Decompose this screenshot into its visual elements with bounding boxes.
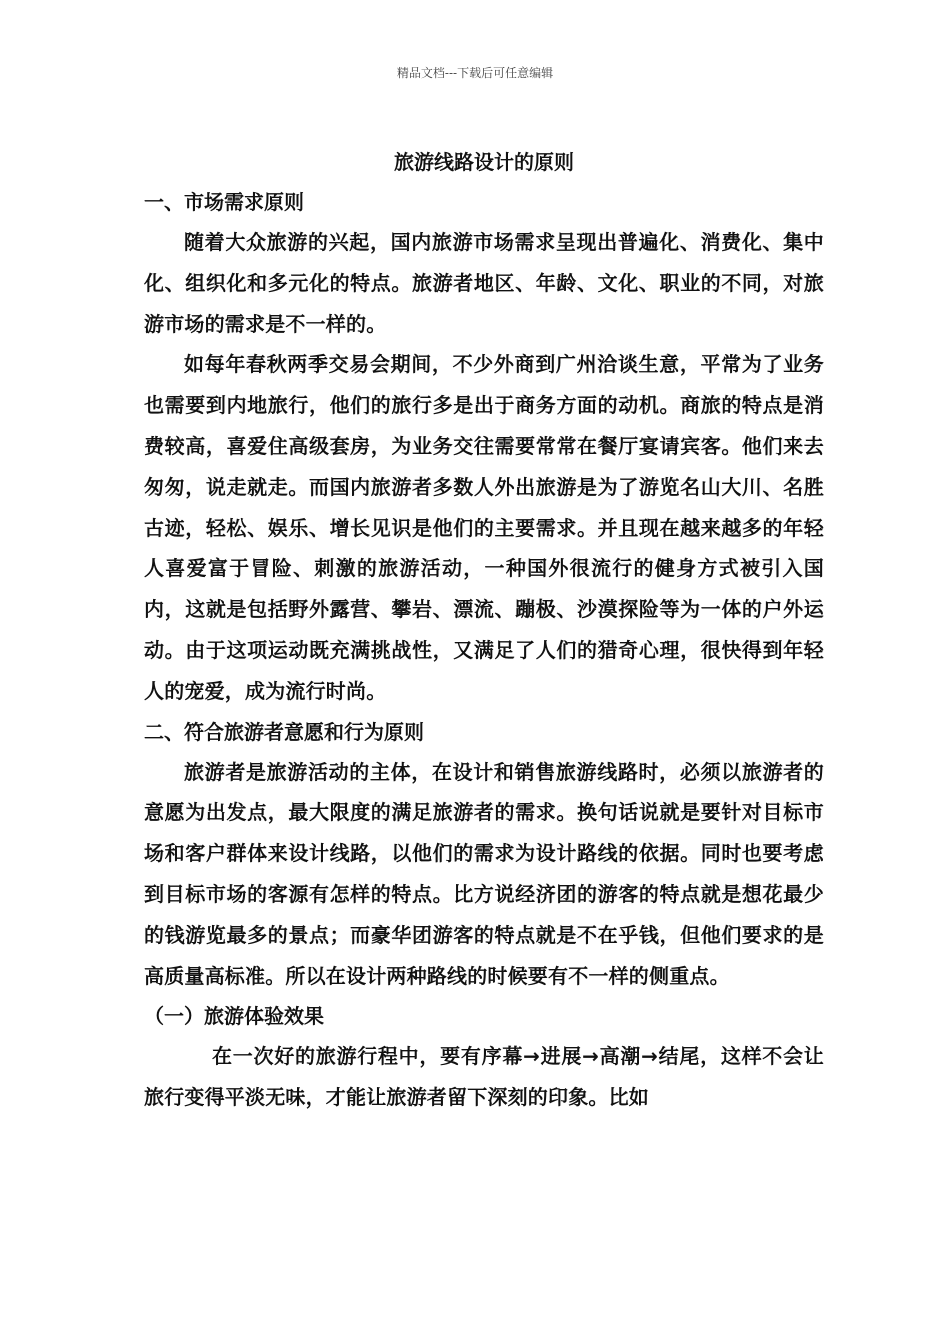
section-1-paragraph-1: 随着大众旅游的兴起，国内旅游市场需求呈现出普遍化、消费化、集中化、组织化和多元化的特点。旅游者地区、年龄、文化、职业的不同，对旅游市场的需求是不一样的。 — [144, 230, 824, 336]
section-2-heading: 二、符合旅游者意愿和行为原则 — [144, 719, 424, 744]
document-title: 旅游线路设计的原则 — [394, 150, 574, 174]
document-body — [144, 142, 824, 1118]
section-1-paragraph-2: 如每年春秋两季交易会期间，不少外商到广州洽谈生意，平常为了业务也需要到内地旅行，他们的旅行多是出于商务方面的动机。商旅的特点是消费较高，喜爱住高级套房，为业务交往需要常常在餐厅宴请宾客。他们来去匆匆，说走就走。而国内旅游者多数人外出旅游是为了游览名山大川、名胜古迹，轻松、娱乐、增长见识是他们的主要需求。并且现在越来越多的年轻人喜爱富于冒险、刺激的旅游活动，一种国外很流行的健身方式被引入国内，这就是包括野外露营、攀岩、漂流、蹦极、沙漠探险等为一体的户外运动。由于这项运动既充满挑战性，又满足了人们的猎奇心理，很快得到年轻人的宠爱，成为流行时尚。 — [144, 352, 824, 703]
page-header-note: 精品文档---下载后可任意编辑 — [396, 66, 554, 80]
section-1-heading: 一、市场需求原则 — [144, 190, 304, 214]
section-2-subheading-1: （一）旅游体验效果 — [144, 1004, 324, 1029]
section-2-paragraph-1: 旅游者是旅游活动的主体，在设计和销售旅游线路时，必须以旅游者的意愿为出发点，最大限度的满足旅游者的需求。换句话说就是要针对目标市场和客户群体来设计线路，以他们的需求为设计路线的依据。同时也要考虑到目标市场的客源有怎样的特点。比方说经济团的游客的特点就是想花最少的钱游览最多的景点；而豪华团游客的特点就是不在乎钱，但他们要求的是高质量高标准。所以在设计两种路线的时候要有不一样的侧重点。 — [144, 759, 824, 988]
section-2-sub-1-paragraph-1: 在一次好的旅游行程中，要有序幕→进展→高潮→结尾，这样不会让旅行变得平淡无味，才能让旅游者留下深刻的印象。比如 — [144, 1044, 824, 1110]
